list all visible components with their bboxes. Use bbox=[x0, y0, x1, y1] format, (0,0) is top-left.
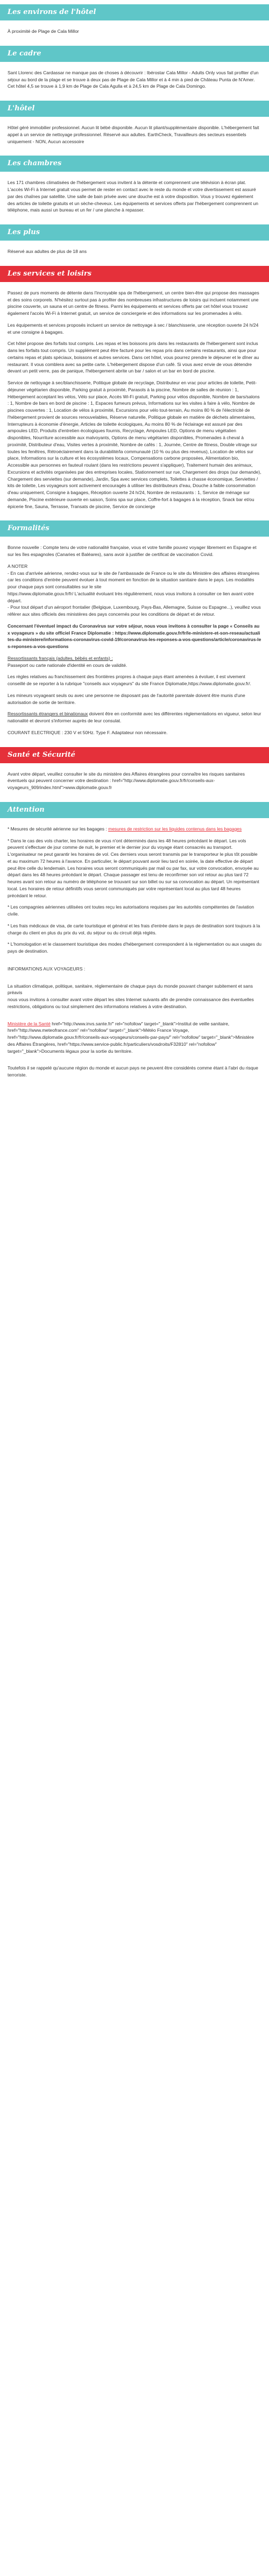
formalites-p6: Les mineurs voyageant seuls ou avec une personne ne disposant pas de l'autorité parentale doivent être munis d'une autorisation de sortie de territoire. bbox=[8, 692, 245, 705]
section-header-plus: Les plus bbox=[0, 224, 269, 241]
formalites-p7 bbox=[8, 710, 261, 724]
plus-section bbox=[8, 248, 261, 255]
attention-p1 bbox=[8, 826, 261, 833]
attention-section bbox=[8, 826, 261, 955]
info-p2-text: href="http://www.invs.sante.fr/" rel="nofollow" target="_blank">Institut de veille sanitaire, href="http://www.meteofrance.com" rel="nofollow" target="_blank">Météo France Voyage, href="http://www.diplomatie.gouv.fr/fr/conseils-aux-voyageurs/conseils-par-pays/" rel="nofollow" target="_blank">Ministère des Affaires Étrangères, href="https://www.service-public.fr/particuliers/vosdroits/F32810" rel="nofollow" target="_blank">Documents légaux pour la sortie du territoire. bbox=[8, 1020, 254, 1054]
hotel-text: Hôtel géré immobilier professionnel. Aucun lit bébé disponible. Aucun lit pliant/supplémentaire disponible. L'hébergement fait appel à un service de nettoyage professionnel. Réservé aux adultes. EarthCheck, Travailleurs des secteurs essentiels uniquement - NON, Aucun accessoire bbox=[8, 125, 259, 144]
chambres-text: Les 171 chambres climatisées de l'hébergement vous invitent à la détente et comprennent une télévision à écran plat. L'accès Wi-Fi à Internet gratuit vous permet de rester en contact avec le reste du monde et votre divertissement est assuré par des chaînes par satellite. Une salle de bain privée avec une douche est à votre disposition. Vous y trouvez également des articles de toilette gratuits et un sèche-cheveux. Les équipements et services offerts par l'hébergement comprennent un téléphone, mais aussi un bureau et un fer / une planche à repasser. bbox=[8, 180, 258, 213]
section-header-attention: Attention bbox=[0, 802, 269, 818]
sante-p1: Avant votre départ, veuillez consulter le site du ministère des Affaires étrangères pour connaître les risques sanitaires éventuels qui peuvent concerner votre destination : href="http://www.diplomatie.gouv.fr/fr/conseils-aux-voyageurs_909/index.html">www.diplomatie.gouv.fr bbox=[8, 771, 245, 790]
info-p3: Toutefois il se rappelé qu'aucune région du monde et aucun pays ne peuvent être considérés comme étant à l'abri du risque terroriste. bbox=[8, 1065, 258, 1078]
section-header-sante: Santé et Sécurité bbox=[0, 747, 269, 763]
hotel-section bbox=[8, 124, 261, 145]
environs-text: À proximité de Plage de Cala Millor bbox=[8, 29, 79, 34]
section-header-environs: Les environs de l'hôtel bbox=[0, 4, 269, 20]
attention-p3: * Les compagnies aériennes utilisées ont toutes reçu les autorisations requises par les autorités compétentes de l'aviation civile. bbox=[8, 904, 254, 917]
info-section bbox=[8, 966, 261, 1079]
attention-p5: * L'homologation et le classement touristique des modes d'hébergement correspondent à la réglementation ou aux usages du pays de destination. bbox=[8, 941, 261, 954]
formalites-p2: A NOTER - En cas d'arrivée aérienne, rendez-vous sur le site de l'ambassade de France ou le site du Ministère des affaires étrangères car les conditions d'entrée peuvent évoluer à tout moment en fonction de la situation sanitaire dans le pays. Les modalités pour chaque pays sont consultables sur le site https://www.diplomatie.gouv.fr/fr/ L'actualité évoluant très régulièrement, nous vous invitons à consulter ce lien avant votre départ. - Pour tout départ d'un aéroport frontalier (Belgique, Luxembourg, Pays-Bas, Allemagne, Suisse ou Espagne...), veuillez vous référer aux sites officiels des ministères des pays concernés pour les conditions de départ et de retour. bbox=[8, 563, 261, 617]
info-heading: INFORMATIONS AUX VOYAGEURS : bbox=[8, 966, 86, 972]
section-header-hotel: L'hôtel bbox=[0, 101, 269, 117]
formalites-p8: COURANT ELECTRIQUE : 230 V et 50Hz. Type F. Adaptateur non nécessaire. bbox=[8, 729, 168, 735]
formalites-section bbox=[8, 544, 261, 736]
formalites-p3: Concernant l'éventuel impact du Coronavirus sur votre séjour, nous vous invitons à consulter la page « Conseils aux voyageurs » du site officiel France Diplomatie : https://www.diplomatie.gouv.fr/fr/le-ministere-et-son-reseau/actualites-du-ministere/informations-coronavirus-covid-19/coronavirus-les-reponses-a-vos-questions/article/coronavirus-les-reponses-a-vos-questions bbox=[8, 623, 261, 649]
info-p2 bbox=[8, 1020, 261, 1055]
section-header-services: Les services et loisirs bbox=[0, 266, 269, 282]
plus-text: Réservé aux adultes de plus de 18 ans bbox=[8, 249, 87, 254]
section-header-formalites: Formalités bbox=[0, 520, 269, 537]
chambres-section bbox=[8, 179, 261, 214]
services-p2: Les équipements et services proposés incluent un service de nettoyage à sec / blanchisserie, une réception ouverte 24 h/24 et une consigne à bagages. bbox=[8, 322, 259, 335]
services-p1: Passez de purs moments de détente dans l'incroyable spa de l'hébergement, un centre bien-être qui propose des massages et des soins corporels. N'hésitez surtout pas à profiter des nombreuses infrastructures de loisirs qui incluent notamment une piscine couverte, un sauna et un centre de fitness. Parmi les équipements et services offerts par cet hôtel vous trouvez également l'accès Wi-Fi à Internet gratuit, un service de conciergerie et des informations sur les promenades à vélo. bbox=[8, 290, 259, 316]
services-section bbox=[8, 290, 261, 510]
services-p3: Cet hôtel propose des forfaits tout compris. Les repas et les boissons pris dans les restaurants de l'hébergement sont inclus dans les forfaits tout compris. Un supplément peut être facturé pour les repas pris dans certains restaurants, ainsi que pour certains repas et plats spéciaux, boissons et autres services. Dans cet hôtel, vous pourrez prendre le déjeuner et le dîner au restaurant. Il vous comblera avec sa petite carte. L'hébergement dispose d'un café. Si vous avez envie de vous détendre devant un petit verre, pas de panique, l'hébergement abrite un bar / salon et un bar en bord de piscine. bbox=[8, 341, 259, 374]
cadre-text: Sant Llorenc des Cardassar ne manque pas de choses à découvrir : Ibérostar Cala Millor - Adults Only vous fait profiter d'un séjour au bord de la plage et se trouve à deux pas de Plage de Cala Millor et à 4 min à pied de Château Punta de N'Amer. Cet hôtel 4,5 se trouve à 1,9 km de Plage de Cala Agulla et à 24,5 km de Plage de Cala Domingo. bbox=[8, 69, 259, 89]
ministere-sante-link[interactable]: Ministère de la Santé bbox=[8, 1020, 51, 1026]
services-p4: Service de nettoyage à sec/blanchisserie, Politique globale de recyclage, Distributeur en vrac pour articles de toilette, Petit-déjeuner végétarien disponible, Parking gratuit à proximité, Parasols à la piscine, Nombre de salles de réunion : 1, Hébergement acceptant les vélos, Vélo sur place, Accès Wi-Fi gratuit, Parking pour vélos disponible, Nombre de bars/salons : 1, Nombre de bars en bord de piscine : 1, Espaces fumeurs prévus, Informations sur les visites à faire à vélo, Nombre de piscines couvertes : 1, Location de vélos à proximité, Excursions pour vélo tout-terrain, Au moins 80 % de l'électricité de l'hébergement provient de sources renouvelables, Réserve naturelle, Politique globale en matière de déchets alimentaires, Interrupteurs à économie d'énergie, Articles de toilette écologiques, Au moins 80 % de l'éclairage est assuré par des ampoules LED, Produits d'entretien écologiques fournis, Recyclage, Ampoules LED, Options de menu végétalien disponibles, Nourriture accessible aux malvoyants, Options de menu végétarien disponibles, Promenades à cheval à proximité, Distributeur d'eau, Visites vertes à proximité, Nombre de cafés : 1, Journée, Centre de fitness, Double vitrage sur toutes les fenêtres, Rétroéclairement dans la durabilité/la communauté (10 % ou plus des revenus), Location de vélos sur place, Informations sur la culture et les écosystèmes locaux, Compensations carbone proposées, Alimentation bio, Accessible aux personnes en fauteuil roulant (dans les restrictions peuvent s'appliquer), Traitement humain des animaux, Excursions et activités organisées par des entreprises locales, Stationnement sur rue, Chargement des drops (sur demande), Chargement des serviettes (sur demande), Jardin, Spa avec services complets, Toilettes à chasse économique, Serviettes / kits de toilette, Les voyageurs sont activement encouragés à utiliser les distributeurs d'eau, Douche à faible consommation d'eau uniquement, Consigne à bagages, Réception ouverte 24 h/24, Nombre de restaurants : 1, Service de ménage sur demande, Piscine extérieure ouverte en saison, Soins spa sur place, Coffre-fort à bagages à la réception, Snack bar et/ou épicerie fine, Sauna, Terrasse, Transats de piscine, Service de concierge bbox=[8, 380, 261, 509]
formalites-p4 bbox=[8, 655, 261, 669]
formalites-p7-text: doivent être en conformité avec les différentes réglementations en vigueur, selon leur nationalité et devront s'informer auprès de leur consulat. bbox=[8, 711, 261, 723]
attention-p1-text: * Mesures de sécurité aérienne sur les bagages : bbox=[8, 826, 109, 832]
liquides-restriction-link[interactable]: mesures de restriction sur les liquides contenus dans les bagages bbox=[108, 826, 242, 832]
sante-section bbox=[8, 771, 261, 791]
formalites-p4-text: Passeport ou carte nationale d'identité en cours de validité. bbox=[8, 662, 128, 668]
attention-p4: * Les frais médicaux de visa, de carte touristique et général et les frais d'entrée dans le pays de destination sont toujours à la charge du client en plus du prix du vol, du séjour ou du circuit déjà réglés. bbox=[8, 923, 260, 935]
formalites-p4-label: Ressortissants français (adultes, bébés et enfants) : bbox=[8, 655, 113, 661]
formalites-p5: Les règles relatives au franchissement des frontières propres à chaque pays étant amenées à évoluer, il est vivement conseillé de se reporter à la rubrique "conseils aux voyageurs" du site France Diplomatie,https://www.diplomatie.gouv.fr/. bbox=[8, 674, 251, 686]
environs-section bbox=[8, 28, 261, 35]
info-p1: La situation climatique, politique, sanitaire, réglementaire de chaque pays du monde pouvant changer subitement et sans préavis nous vous invitons à consulter avant votre départ les sites Internet suivants afin de prendre connaissance des éventuelles restrictions, obligations ou tout simplement des informations relatives à votre destination. bbox=[8, 983, 254, 1009]
cadre-section bbox=[8, 69, 261, 90]
attention-p2: * Dans le cas des vols charter, les horaires de vous n'ont déterminés dans les 48 heures précédant le départ. Les vols peuvent s'effectuer de jour comme de nuit, le premier et le dernier jour du voyage étant consacrés au transport. L'organisateur ne peut garantir les horaires de vol. Ces derniers vous seront transmis par le transporteur le plus tôt possible et au maximum 72 heures à l'avance. En particulier, le départ pouvant avoir lieu tard en soirée, la date effective de départ peut être celle du lendemain. Les horaires vous seront communiqués par mail ou par fax, sur votre convocation, envoyée au départ dans les 48 heures précédant le départ. Chaque passager est tenu de reconfirmer son vol retour au plus tard 72 heures avant son retour au numéro de téléphone se trouvant sur son billet ou sur sa convocation au départ. Un représentant local. Les horaires de retour définitifs vous seront communiqués par votre représentant local au plus tard 48 heures précédant le retour. bbox=[8, 837, 259, 898]
section-header-cadre: Le cadre bbox=[0, 46, 269, 62]
formalites-p7-label: Ressortissants étrangers et binationaux bbox=[8, 711, 88, 717]
section-header-chambres: Les chambres bbox=[0, 156, 269, 172]
formalites-p1: Bonne nouvelle : Compte tenu de votre nationalité française, vous et votre famille pouvez voyager librement en Espagne et sur les îles espagnoles (Canaries et Baléares), sans avoir à justifier de certificat de vaccination Covid. bbox=[8, 545, 257, 557]
